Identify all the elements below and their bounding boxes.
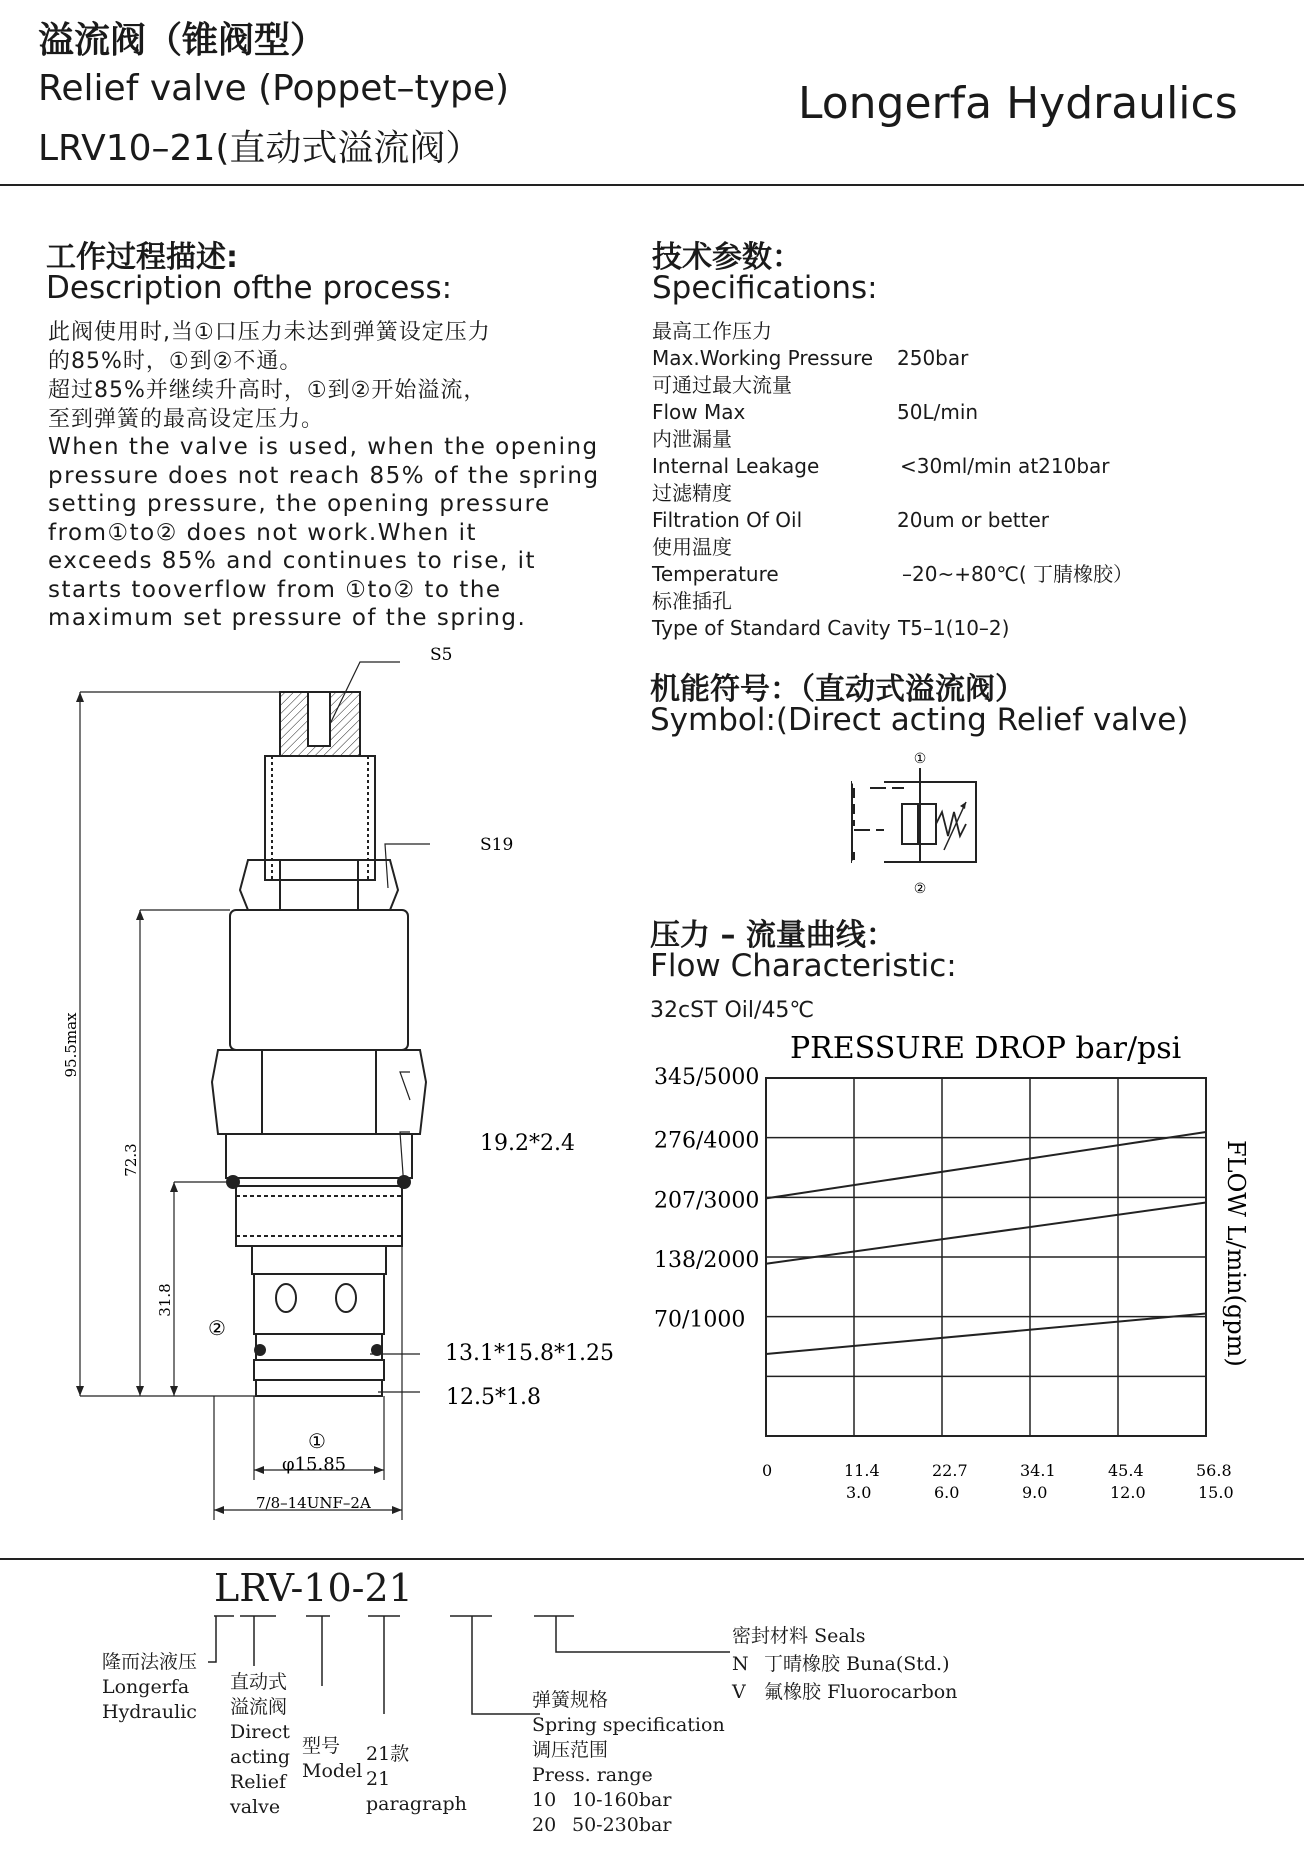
symbol-port-1: ① [913, 751, 927, 767]
legend-seal-en: Fluorocarbon [827, 1681, 958, 1703]
description-cn [48, 318, 491, 434]
label-oring-19-2: 19.2*2.4 [480, 1131, 575, 1156]
label-length-72: 72.3 [122, 1143, 140, 1177]
description-en-line: When the valve is used, when the opening [48, 434, 599, 460]
chart-title: PRESSURE DROP bar/psi [790, 1031, 1182, 1066]
legend-seals-cn: 密封材料 [732, 1625, 809, 1647]
symbol-heading-en: Symbol:(Direct acting Relief valve) [650, 702, 1189, 738]
chart-y-tick-label: 207/3000 [654, 1188, 760, 1214]
legend-seal-cn: 氟橡胶 [764, 1681, 822, 1703]
chart-x-tick-label: 34.1 [1020, 1461, 1056, 1480]
label-thread: 7/8–14UNF–2A [256, 1494, 371, 1512]
chart-grid [766, 1078, 1206, 1436]
chart-x-tick-label-gpm: 3.0 [846, 1483, 872, 1502]
chart-y-tick-label: 345/5000 [654, 1065, 760, 1090]
legend-paragraph-cn: 21款 [366, 1743, 410, 1765]
legend-paragraph-en: 21 [366, 1768, 391, 1790]
spec-value: 20um or better [897, 508, 1049, 532]
chart-x-tick-label-gpm: 6.0 [934, 1483, 960, 1502]
chart-y-tick-label: 70/1000 [654, 1307, 746, 1333]
legend-range-row [532, 1813, 725, 1838]
model-divider [0, 1558, 1304, 1560]
description-en-line: exceeds 85% and continues to rise, it [48, 548, 537, 574]
description-heading-en: Description ofthe process: [46, 270, 453, 306]
spec-label-cn: 内泄漏量 [652, 427, 732, 451]
legend-seals-heading [732, 1622, 957, 1650]
legend-model [302, 1734, 362, 1784]
label-length-31: 31.8 [156, 1283, 174, 1317]
chart-x-tick-label-gpm: 9.0 [1022, 1483, 1048, 1502]
chart-series-line [766, 1203, 1206, 1264]
legend-range-value: 10-160bar [572, 1789, 672, 1811]
specs-heading-cn: 技术参数： [652, 240, 802, 275]
model-title: LRV10–21(直动式溢流阀） [38, 128, 482, 169]
spec-label-en: Internal Leakage [652, 454, 820, 478]
description-en-line: pressure does not reach 85% of the spring [48, 462, 600, 489]
description-en-line: from①to② does not work.When it [48, 519, 477, 546]
label-port-1: ① [308, 1429, 326, 1453]
spec-label-en: Flow Max [652, 400, 746, 424]
chart-x-tick-label: 22.7 [932, 1461, 968, 1480]
description-heading-cn: 工作过程描述: [46, 240, 238, 275]
symbol-heading-cn: 机能符号：（直动式溢流阀） [650, 672, 1025, 707]
chart-x-tick-label: 0 [762, 1461, 773, 1480]
legend-range-code: 10 [532, 1789, 557, 1811]
legend-type-en: Direct [230, 1721, 290, 1743]
chart-series-line [766, 1132, 1206, 1198]
spec-row [652, 399, 1133, 426]
brand-name: Longerfa Hydraulics [798, 78, 1238, 129]
label-length-total: 95.5max [62, 1012, 80, 1078]
label-s5: S5 [430, 645, 453, 665]
spec-value: 50L/min [897, 400, 979, 424]
legend-spring-cn: 弹簧规格 [532, 1689, 609, 1711]
legend-range-code: 20 [532, 1814, 557, 1836]
legend-model-en: Model [302, 1760, 363, 1782]
legend-brand [102, 1650, 197, 1725]
legend-seal-code: V [732, 1681, 746, 1703]
legend-type-en: Relief [230, 1771, 286, 1793]
flow-chart [640, 1030, 1260, 1510]
chart-series-line [766, 1314, 1206, 1354]
description-en [48, 433, 600, 633]
chart-x-tick-label-gpm: 12.0 [1110, 1483, 1146, 1502]
spec-label-en: Type of Standard Cavity [652, 616, 891, 640]
legend-paragraph-en: paragraph [366, 1793, 467, 1815]
title-cn: 溢流阀（锥阀型） [38, 20, 327, 61]
spec-row [652, 345, 1133, 372]
spec-label-en: Max.Working Pressure [652, 346, 874, 370]
label-diameter: φ15.85 [282, 1454, 347, 1475]
description-en-line: maximum set pressure of the spring. [48, 605, 527, 631]
spec-row [652, 615, 1133, 642]
legend-spring-en: Spring specification [532, 1714, 725, 1736]
spec-label-cn: 使用温度 [652, 535, 732, 559]
legend-type-en: valve [230, 1796, 281, 1818]
spec-label-cn: 过滤精度 [652, 481, 732, 505]
legend-type-en: acting [230, 1746, 291, 1768]
label-port-2: ② [208, 1316, 226, 1340]
flow-heading-en: Flow Characteristic: [650, 948, 957, 984]
description-cn-line: 的85%时，①到②不通。 [48, 349, 303, 374]
spec-label-cn: 最高工作压力 [652, 319, 772, 343]
description-cn-line: 此阀使用时,当①口压力未达到弹簧设定压力 [48, 320, 491, 345]
specs-table [652, 318, 1133, 642]
spec-label-en: Filtration Of Oil [652, 508, 803, 532]
legend-brand-cn: 隆而法液压 [102, 1651, 198, 1673]
spec-label-cn: 可通过最大流量 [652, 373, 792, 397]
chart-series [766, 1132, 1206, 1354]
chart-y-axis-label: FLOW L/min(gpm) [1222, 1140, 1250, 1367]
oil-spec: 32cST Oil/45℃ [650, 998, 815, 1023]
legend-spring [532, 1688, 725, 1838]
symbol-port-2: ② [913, 881, 927, 897]
legend-brand-en: Longerfa [102, 1676, 190, 1698]
legend-type [230, 1670, 290, 1820]
spec-row [652, 507, 1133, 534]
legend-seal-row [732, 1650, 957, 1678]
chart-x-tick-label: 11.4 [844, 1461, 880, 1480]
valve-drawing [40, 640, 660, 1540]
label-oring-12-5: 12.5*1.8 [446, 1385, 541, 1410]
spec-row [652, 453, 1133, 480]
spec-row [652, 561, 1133, 588]
relief-valve-symbol [840, 748, 990, 898]
label-oring-13-1: 13.1*15.8*1.25 [445, 1341, 614, 1366]
header-divider [0, 184, 1304, 186]
chart-x-tick-label: 56.8 [1196, 1461, 1232, 1480]
legend-type-cn: 直动式 [230, 1671, 288, 1693]
chart-x-tick-label: 45.4 [1108, 1461, 1144, 1480]
spec-value: 250bar [897, 346, 969, 370]
y-tick-labels [654, 1065, 759, 1333]
legend-brand-en: Hydraulic [102, 1701, 197, 1723]
legend-seal-code: N [732, 1653, 749, 1675]
chart-y-tick-label: 276/4000 [654, 1128, 760, 1154]
chart-x-tick-label-gpm: 15.0 [1198, 1483, 1234, 1502]
spec-label-en: Temperature [652, 562, 779, 586]
label-s19: S19 [480, 835, 514, 855]
legend-paragraph [366, 1742, 467, 1817]
spec-value: <30ml/min at210bar [900, 454, 1110, 478]
spec-value: –20~+80℃( 丁腈橡胶） [902, 562, 1134, 586]
specs-heading-en: Specifications: [652, 270, 878, 306]
spec-label-cn: 标准插孔 [652, 589, 732, 613]
legend-range-en: Press. range [532, 1764, 653, 1786]
legend-seal-row [732, 1678, 957, 1706]
model-code: LRV-10-21 [214, 1566, 413, 1610]
legend-seals [732, 1622, 957, 1706]
legend-range-cn: 调压范围 [532, 1739, 609, 1761]
legend-seal-cn: 丁晴橡胶 [764, 1653, 841, 1675]
legend-range-value: 50-230bar [572, 1814, 672, 1836]
description-en-line: starts tooverflow from ①to② to the [48, 576, 502, 603]
legend-type-cn: 溢流阀 [230, 1696, 288, 1718]
legend-seal-en: Buna(Std.) [846, 1653, 950, 1675]
x-tick-labels [762, 1461, 1234, 1502]
legend-seals-en: Seals [814, 1625, 866, 1647]
description-cn-line: 超过85%并继续升高时，①到②开始溢流， [48, 378, 487, 403]
spec-value: T5–1(10–2) [898, 616, 1010, 640]
chart-y-tick-label: 138/2000 [654, 1248, 760, 1273]
description-en-line: setting pressure, the opening pressure [48, 491, 551, 517]
title-en: Relief valve (Poppet–type) [38, 68, 510, 109]
legend-range-row [532, 1788, 725, 1813]
description-cn-line: 至到弹簧的最高设定压力。 [48, 407, 325, 432]
flow-heading-cn: 压力 – 流量曲线： [650, 918, 896, 953]
legend-model-cn: 型号 [302, 1735, 341, 1757]
